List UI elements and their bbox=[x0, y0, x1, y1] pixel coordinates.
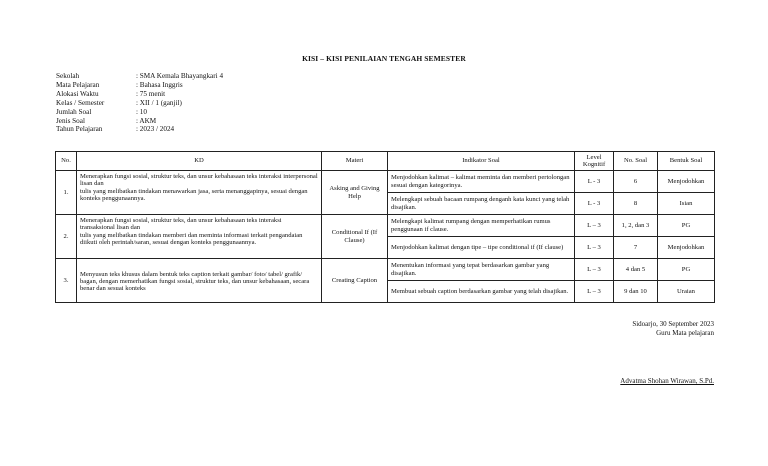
header-no: No. bbox=[56, 152, 77, 171]
no-soal-cell: 4 dan 5 bbox=[614, 259, 658, 281]
level-cell: L – 3 bbox=[575, 237, 614, 259]
bentuk-cell: Uraian bbox=[658, 281, 715, 303]
bentuk-cell: PG bbox=[658, 259, 715, 281]
table-row bbox=[56, 259, 715, 281]
kd-cell: Menerapkan fungsi sosial, struktur teks, dan unsur kebahasaan teks interaksi transaksional lisan dan tulis yang melibatkan tindakan memberi dan meminta informasi terkait pengandaian diikuti oleh perintah/saran, sesuai dengan konteks penggunaannya. bbox=[77, 215, 322, 259]
signer-role: Guru Mata pelajaran bbox=[656, 329, 714, 337]
no-soal-cell: 9 dan 10 bbox=[614, 281, 658, 303]
header-kd: KD bbox=[77, 152, 322, 171]
materi-cell: Asking and Giving Help bbox=[322, 171, 388, 215]
info-row: Alokasi Waktu : 75 menit bbox=[56, 89, 166, 98]
kisi-table bbox=[55, 151, 715, 303]
table-row bbox=[56, 215, 715, 237]
bentuk-cell: Isian bbox=[658, 193, 715, 215]
table-row bbox=[56, 171, 715, 193]
indikator-cell: Melengkapi sebuah bacaan rumpang denganh kata kunci yang telah disajikan. bbox=[388, 193, 575, 215]
place-date: Sidoarjo, 30 September 2023 bbox=[632, 320, 714, 328]
table-header-row bbox=[56, 152, 715, 171]
indikator-cell: Menjodohkan kalimat dengan tipe – tipe conditional if (If clause) bbox=[388, 237, 575, 259]
level-cell: L - 3 bbox=[575, 171, 614, 193]
kd-cell: Menerapkan fungsi sosial, struktur teks, dan unsur kebahasaan teks interaksi interpersonal lisan dan tulis yang melibatkan tindakan menawarkan jasa, serta menanggapinya, sesuai dengan konteks penggunaannya. bbox=[77, 171, 322, 215]
level-cell: L – 3 bbox=[575, 281, 614, 303]
info-row: Jenis Soal : AKM bbox=[56, 116, 157, 125]
indikator-cell: Menentukan informasi yang tepat berdasarkan gambar yang disajikan. bbox=[388, 259, 575, 281]
info-row: Jumlah Soal : 10 bbox=[56, 107, 147, 116]
materi-cell: Conditional If (If Clause) bbox=[322, 215, 388, 259]
indikator-cell: Membuat sebuah caption berdasarkan gambar yang telah disajikan. bbox=[388, 281, 575, 303]
no-soal-cell: 7 bbox=[614, 237, 658, 259]
kd-cell: Menyusun teks khusus dalam bentuk teks caption terkait gambar/ foto/ tabel/ grafik/ bagan, dengan memerhatikan fungsi sosial, struktur teks, dan unsur kebahasaan, secara benar dan sesuai konteks bbox=[77, 259, 322, 303]
row-number: 1. bbox=[56, 171, 77, 215]
row-number: 3. bbox=[56, 259, 77, 303]
header-indikator: Indikator Soal bbox=[388, 152, 575, 171]
no-soal-cell: 1, 2, dan 3 bbox=[614, 215, 658, 237]
level-cell: L – 3 bbox=[575, 259, 614, 281]
row-number: 2. bbox=[56, 215, 77, 259]
indikator-cell: Menjodohkan kalimat – kalimat meminta dan memberi pertolongan sesuai dengan kategorinya. bbox=[388, 171, 575, 193]
info-row: Tahun Pelajaran : 2023 / 2024 bbox=[56, 125, 175, 134]
indikator-cell: Melengkapi kalimat rumpang dengan memperhatikan rumus penggunaan if clause. bbox=[388, 215, 575, 237]
no-soal-cell: 6 bbox=[614, 171, 658, 193]
info-row: Mata Pelajaran : Bahasa Inggris bbox=[56, 80, 183, 89]
bentuk-cell: Menjodohkan bbox=[658, 237, 715, 259]
header-level: Level Kognitif bbox=[575, 152, 614, 171]
bentuk-cell: Menjodohkan bbox=[658, 171, 715, 193]
header-bentuk: Bentuk Soal bbox=[658, 152, 715, 171]
signature-block bbox=[632, 320, 714, 338]
info-row: Sekolah : SMA Kemala Bhayangkari 4 bbox=[56, 72, 224, 80]
info-row: Kelas / Semester : XII / 1 (ganjil) bbox=[56, 98, 182, 107]
identity-block bbox=[56, 72, 223, 134]
bentuk-cell: PG bbox=[658, 215, 715, 237]
header-no-soal: No. Soal bbox=[614, 152, 658, 171]
materi-cell: Creating Caption bbox=[322, 259, 388, 303]
page-title: KISI – KISI PENILAIAN TENGAH SEMESTER bbox=[302, 54, 466, 63]
no-soal-cell: 8 bbox=[614, 193, 658, 215]
level-cell: L - 3 bbox=[575, 193, 614, 215]
signer-name: Advatma Shohan Wirawan, S.Pd. bbox=[620, 377, 714, 385]
header-materi: Materi bbox=[322, 152, 388, 171]
level-cell: L – 3 bbox=[575, 215, 614, 237]
